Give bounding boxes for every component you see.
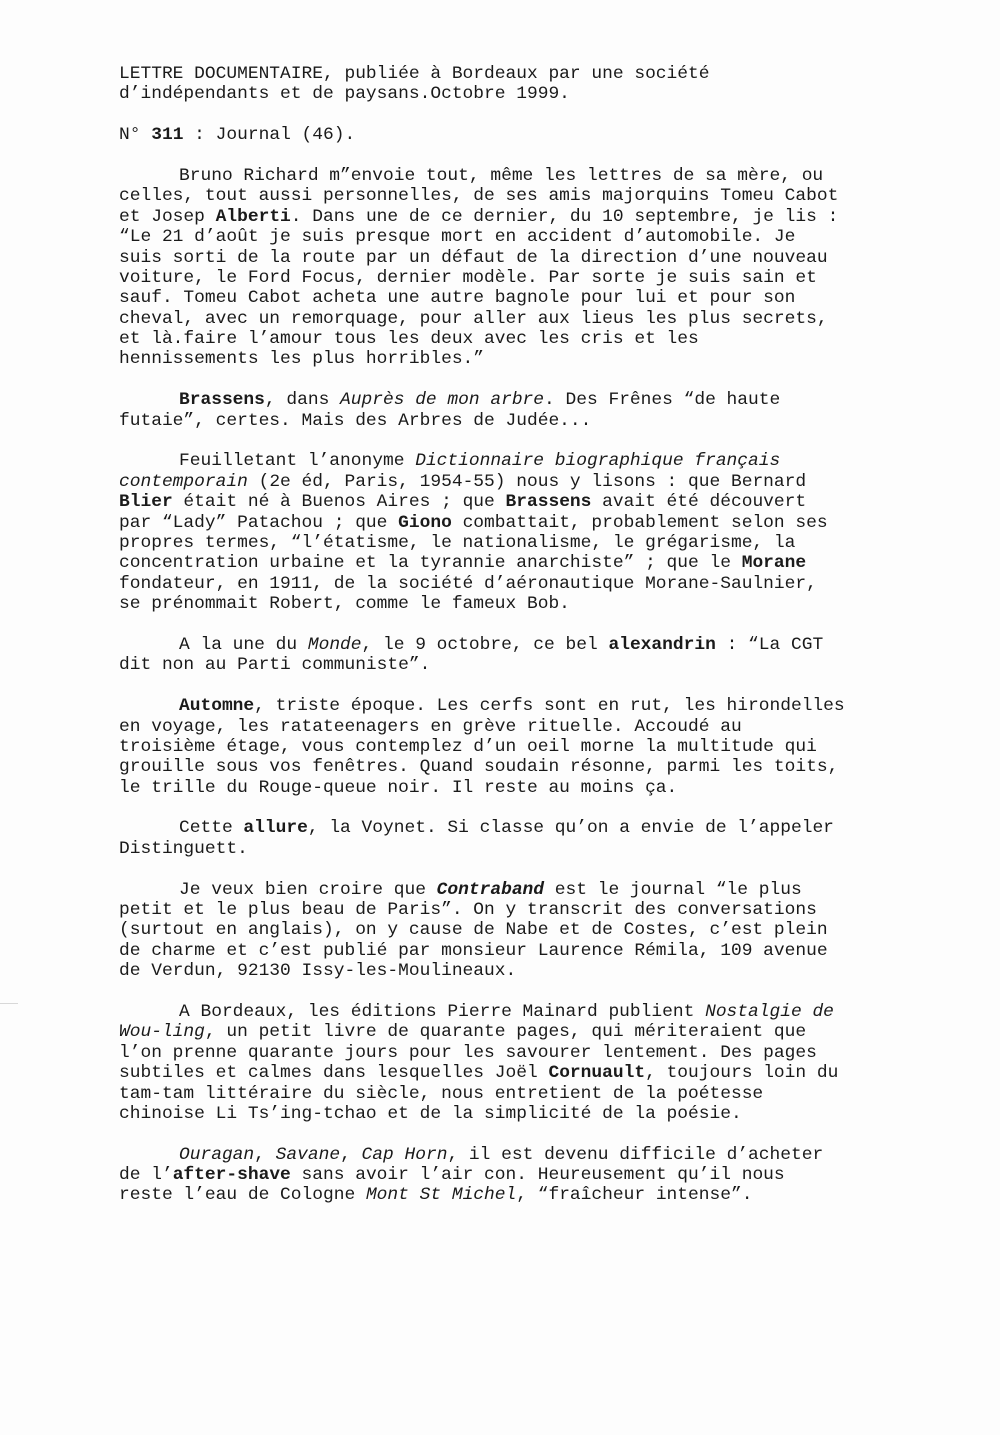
paragraph-line: “Le 21 d’août je suis presque mort en accident d’automobile. Je: [119, 227, 796, 248]
word-after-shave: after-shave: [172, 1165, 291, 1186]
header-line: d’indépendants et de paysans.Octobre 1999.: [119, 84, 570, 105]
paragraph-line: voiture, le Ford Focus, dernier modèle. Par sorte je suis sain et: [119, 267, 817, 288]
paragraph-line: se prénommait Robert, comme le fameux Bob.: [119, 594, 570, 615]
paragraph-line: Cette allure, la Voynet. Si classe qu’on a envie de l’appeler: [179, 818, 834, 839]
paragraph-line: suis sorti de la route par un défaut de la direction d’une nouveau: [119, 247, 828, 268]
issue-line: N° 311 : Journal (46).: [119, 125, 356, 146]
name-alberti: Alberti: [215, 206, 291, 227]
title-mont-st-michel: Mont St Michel: [365, 1185, 517, 1206]
paragraph-line: Ouragan, Savane, Cap Horn, il est devenu difficile d’acheter: [179, 1144, 824, 1165]
paragraph-line: de l’after-shave sans avoir l’air con. Heureusement qu’il nous: [119, 1165, 785, 1186]
document-body: [119, 64, 919, 1206]
paragraph-line: A la une du Monde, le 9 octobre, ce bel alexandrin : “La CGT: [179, 634, 824, 655]
paragraph-line: par “Lady” Patachou ; que Giono combattait, probablement selon ses: [119, 512, 828, 533]
paragraph-line: propres termes, “l’étatisme, le nationalisme, le grégarisme, la: [119, 532, 796, 553]
paragraph-line: cheval, avec un remorquage, pour aller aux lieus les plus secrets,: [119, 308, 828, 329]
paragraph-line: en voyage, les ratateenagers en grève rituelle. Accoudé au: [119, 716, 742, 737]
name-morane: Morane: [741, 553, 807, 574]
paragraph-line: (surtout en anglais), on y cause de Nabe et de Costes, c’est plein: [119, 920, 828, 941]
name-brassens: Brassens: [505, 492, 592, 513]
paragraph-line: subtiles et calmes dans lesquelles Joël Cornuault, toujours loin du: [119, 1063, 839, 1084]
paragraph-line: futaie”, certes. Mais des Arbres de Judée...: [119, 410, 592, 431]
paragraph-line: dit non au Parti communiste”.: [119, 655, 431, 676]
paragraph-line: tam-tam littéraire du siècle, nous entretient de la poétesse: [119, 1083, 764, 1104]
name-brassens: Brassens: [179, 390, 265, 411]
scan-mark: [0, 1003, 18, 1004]
paragraph-line: Bruno Richard m”envoie tout, même les lettres de sa mère, ou: [179, 165, 824, 186]
paragraph-line: sauf. Tomeu Cabot acheta une autre bagnole pour lui et pour son: [119, 288, 796, 309]
paragraph-line: le trille du Rouge-queue noir. Il reste au moins ça.: [119, 777, 678, 798]
issue-number: 311: [151, 125, 184, 146]
paragraph-line: grouille sous vos fenêtres. Quand soudain résonne, parmi les toits,: [119, 757, 839, 778]
paragraph-line: de charme et c’est publié par monsieur Laurence Rémila, 109 avenue: [119, 940, 828, 961]
name-cornuault: Cornuault: [548, 1063, 646, 1084]
paragraph-line: chinoise Li Ts’ing-tchao et de la simplicité de la poésie.: [119, 1103, 742, 1124]
paragraph-line: Blier était né à Buenos Aires ; que Brassens avait été découvert: [119, 492, 807, 513]
title-nostalgie: Nostalgie de: [705, 1001, 834, 1022]
name-giono: Giono: [398, 512, 452, 533]
paragraph-line: Automne, triste époque. Les cerfs sont en rut, les hirondelles: [179, 696, 845, 717]
paragraph-line: Je veux bien croire que Contraband est le journal “le plus: [179, 879, 802, 900]
paragraph-line: l’on prenne quarante jours pour les savourer lentement. Des pages: [119, 1042, 817, 1063]
paragraph-line: Feuilletant l’anonyme Dictionnaire biographique français: [179, 451, 781, 472]
paragraph-line: et là.faire l’amour tous les deux avec les cris et les: [119, 329, 699, 350]
word-allure: allure: [243, 818, 308, 839]
paragraph-line: reste l’eau de Cologne Mont St Michel, “fraîcheur intense”.: [119, 1185, 753, 1206]
paragraph-line: Wou-ling, un petit livre de quarante pages, qui mériteraient que: [119, 1022, 807, 1043]
paragraph-line: petit et le plus beau de Paris”. On y transcrit des conversations: [119, 900, 817, 921]
title-aupres-de-mon-arbre: Auprès de mon arbre: [340, 390, 545, 411]
title-dictionnaire: Dictionnaire biographique français: [415, 451, 781, 472]
name-blier: Blier: [119, 492, 173, 513]
title-monde: Monde: [307, 634, 362, 655]
title-contraband: Contraband: [436, 879, 545, 900]
paragraph-line: concentration urbaine et la tyrannie anarchiste” ; que le Morane: [119, 553, 807, 574]
paragraph-line: contemporain (2e éd, Paris, 1954-55) nous y lisons : que Bernard: [119, 471, 807, 492]
paragraph-line: Brassens, dans Auprès de mon arbre. Des Frênes “de haute: [179, 390, 781, 411]
word-automne: Automne: [179, 696, 255, 717]
header-line: LETTRE DOCUMENTAIRE, publiée à Bordeaux par une société: [119, 64, 710, 84]
paragraph-line: fondateur, en 1911, de la société d’aéronautique Morane-Saulnier,: [119, 573, 817, 594]
paragraph-line: Distinguett.: [119, 838, 248, 859]
paragraph-line: de Verdun, 92130 Issy-les-Moulineaux.: [119, 961, 517, 982]
paragraph-line: celles, tout aussi personnelles, de ses amis majorquins Tomeu Cabot: [119, 186, 839, 207]
paragraph-line: troisième étage, vous contemplez d’un oeil morne la multitude qui: [119, 736, 817, 757]
paragraph-line: et Josep Alberti. Dans une de ce dernier, du 10 septembre, je lis :: [119, 206, 839, 227]
word-alexandrin: alexandrin: [608, 634, 716, 655]
paragraph-line: A Bordeaux, les éditions Pierre Mainard publient Nostalgie de: [179, 1001, 834, 1022]
paragraph-line: hennissements les plus horribles.”: [119, 349, 485, 370]
